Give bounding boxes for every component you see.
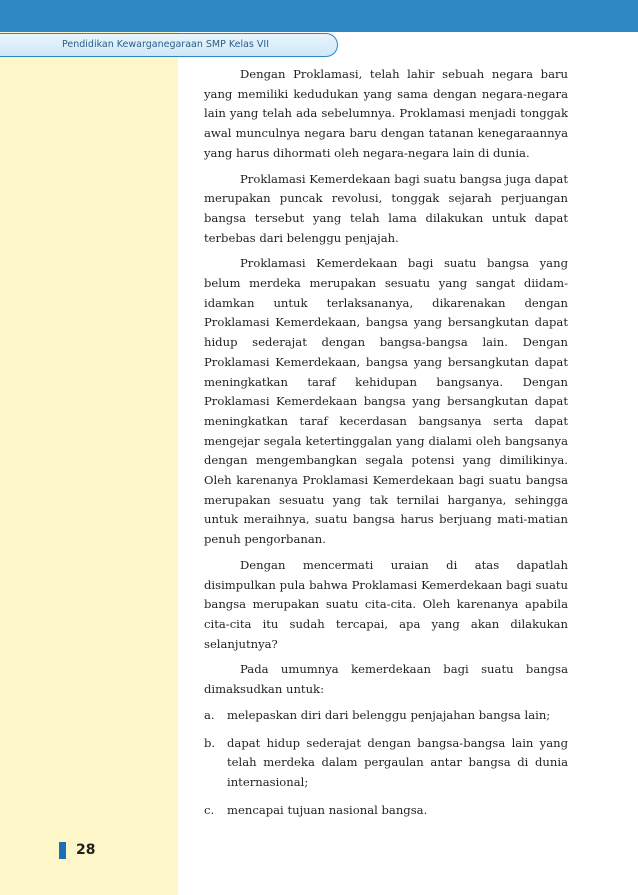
paragraph: Pada umumnya kemerdekaan bagi suatu bangsa dimaksudkan untuk:: [204, 662, 568, 697]
running-header: [0, 33, 338, 57]
paragraph: Dengan mencermati uraian di atas dapatlah disimpulkan pula bahwa Proklamasi Kemerdekaan bagi suatu bangsa merupakan suatu cita-cita. Oleh karenanya apabila cita-cita itu sudah tercapai, apa yang akan dilakukan selanjutnya?: [204, 557, 568, 651]
paragraph: Proklamasi Kemerdekaan bagi suatu bangsa yang belum merdeka merupakan sesuatu yang sangat diidam-idamkan untuk terlaksananya, dikarenakan dengan Proklamasi Kemerdekaan, bangsa yang bersangkutan dapat hidup sederajat dengan bangsa-bangsa lain. Dengan Proklamasi Kemerdekaan, bangsa yang bersangkutan dapat meningkatkan taraf kehidupan bangsanya. Dengan Proklamasi Kemerdekaan bangsa yang bersangkutan dapat meningkatkan taraf kecerdasan bangsanya serta dapat mengejar segala ketertinggalan yang dialami oleh bangsanya dengan mengembangkan segala potensi yang dimilikinya. Oleh karenanya Proklamasi Kemerdekaan bagi suatu bangsa merupakan sesuatu yang tak ternilai harganya, sehingga untuk meraihnya, suatu bangsa harus berjuang mati-matian penuh pengorbanan.: [204, 256, 568, 547]
list-text: mencapai tujuan nasional bangsa.: [227, 802, 428, 817]
list-label: a.: [204, 707, 215, 722]
page-number: 28: [76, 842, 96, 858]
list-label: c.: [204, 802, 215, 817]
list-item: [204, 734, 568, 793]
header-title: Pendidikan Kewarganegaraan SMP Kelas VII: [62, 39, 269, 50]
list-text: dapat hidup sederajat dengan bangsa-bangsa lain yang telah merdeka dalam pergaulan antar bangsa di dunia internasional;: [227, 735, 568, 789]
page-marker-bar: [59, 842, 66, 859]
list-label: b.: [204, 735, 216, 750]
purpose-list: [204, 706, 568, 821]
list-item: [204, 706, 568, 726]
margin-strip: [0, 0, 178, 895]
list-item: [204, 801, 568, 821]
list-text: melepaskan diri dari belenggu penjajahan bangsa lain;: [227, 707, 551, 722]
paragraph: Proklamasi Kemerdekaan bagi suatu bangsa juga dapat merupakan puncak revolusi, tonggak sejarah perjuangan bangsa tersebut yang telah lama dilakukan untuk dapat terbebas dari belenggu penjajah.: [204, 171, 568, 245]
top-band: [0, 0, 638, 32]
page-footer: [59, 841, 95, 859]
body-text: [204, 65, 568, 828]
paragraph: Dengan Proklamasi, telah lahir sebuah negara baru yang memiliki kedudukan yang sama dengan negara-negara lain yang telah ada sebelumnya. Proklamasi menjadi tonggak awal munculnya negara baru dengan tatanan kenegaraannya yang harus dihormati oleh negara-negara lain di dunia.: [204, 67, 568, 160]
